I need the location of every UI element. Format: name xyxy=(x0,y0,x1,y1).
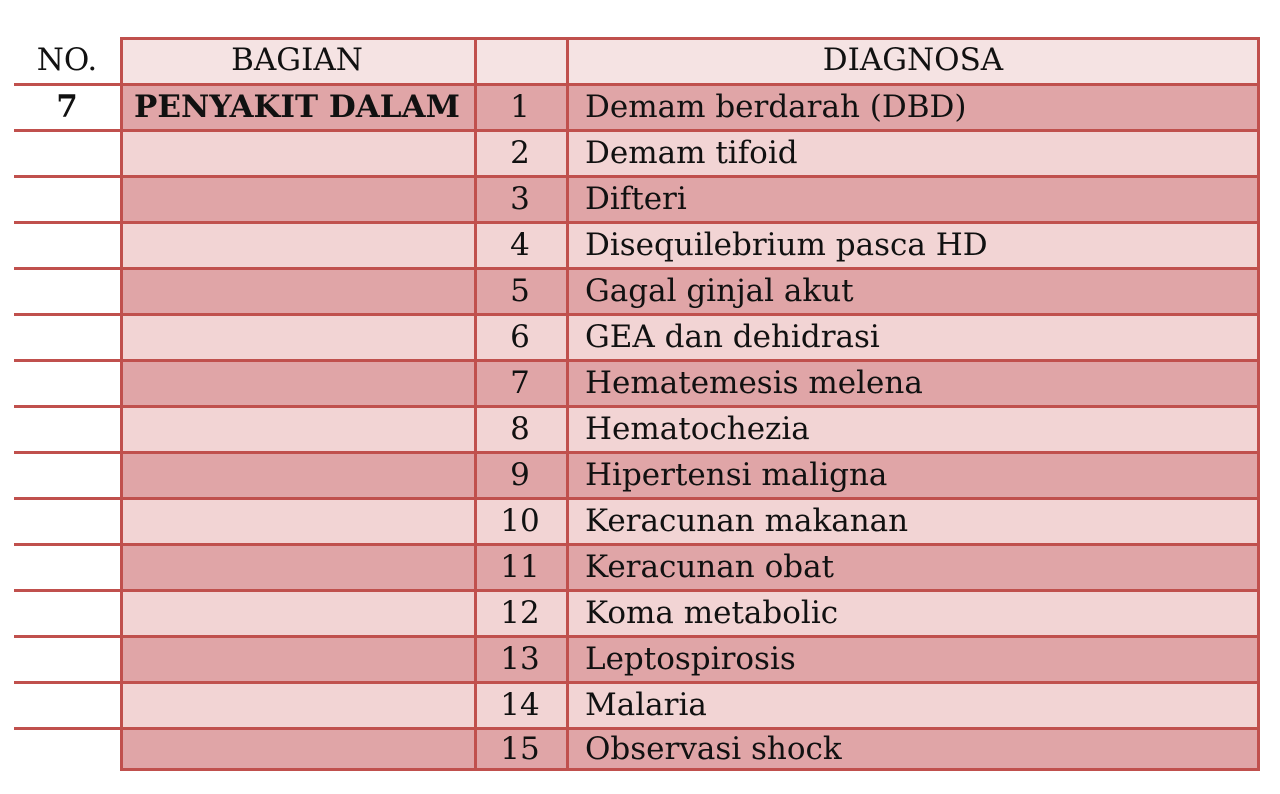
empty-bagian-cell xyxy=(120,682,474,728)
section-no: 7 xyxy=(14,84,120,130)
row-diagnosa: Demam berdarah (DBD) xyxy=(566,84,1260,130)
row-diagnosa: Keracunan makanan xyxy=(566,498,1260,544)
header-number xyxy=(474,37,566,84)
row-diagnosa: Gagal ginjal akut xyxy=(566,268,1260,314)
header-bagian: BAGIAN xyxy=(120,37,474,84)
empty-no-cell xyxy=(14,452,120,498)
empty-no-cell xyxy=(14,728,120,770)
row-border xyxy=(14,221,1260,224)
row-border xyxy=(14,175,1260,178)
empty-bagian-cell xyxy=(120,222,474,268)
row-diagnosa: Disequilebrium pasca HD xyxy=(566,222,1260,268)
empty-bagian-cell xyxy=(120,314,474,360)
table-bottom-border xyxy=(120,768,1260,771)
row-number: 1 xyxy=(474,84,566,130)
column-border xyxy=(120,37,123,771)
row-diagnosa: Koma metabolic xyxy=(566,590,1260,636)
row-border xyxy=(14,313,1260,316)
empty-no-cell xyxy=(14,682,120,728)
row-border xyxy=(14,129,1260,132)
column-border xyxy=(566,37,569,771)
row-number: 7 xyxy=(474,360,566,406)
table-top-border xyxy=(120,37,1260,40)
row-diagnosa: Observasi shock xyxy=(566,728,1260,770)
row-number: 14 xyxy=(474,682,566,728)
row-border xyxy=(14,727,1260,730)
empty-bagian-cell xyxy=(120,590,474,636)
row-border xyxy=(14,543,1260,546)
header-diagnosa: DIAGNOSA xyxy=(566,37,1260,84)
empty-bagian-cell xyxy=(120,360,474,406)
row-border xyxy=(14,451,1260,454)
row-number: 9 xyxy=(474,452,566,498)
header-no: NO. xyxy=(14,37,120,84)
empty-no-cell xyxy=(14,406,120,452)
empty-no-cell xyxy=(14,314,120,360)
row-number: 5 xyxy=(474,268,566,314)
column-border xyxy=(474,37,477,771)
row-number: 12 xyxy=(474,590,566,636)
row-diagnosa: Difteri xyxy=(566,176,1260,222)
row-border xyxy=(14,589,1260,592)
row-diagnosa: Demam tifoid xyxy=(566,130,1260,176)
row-diagnosa: Keracunan obat xyxy=(566,544,1260,590)
empty-no-cell xyxy=(14,636,120,682)
empty-no-cell xyxy=(14,544,120,590)
row-border xyxy=(14,681,1260,684)
empty-no-cell xyxy=(14,130,120,176)
row-diagnosa: Leptospirosis xyxy=(566,636,1260,682)
empty-bagian-cell xyxy=(120,498,474,544)
row-number: 15 xyxy=(474,728,566,770)
empty-no-cell xyxy=(14,268,120,314)
row-diagnosa: Malaria xyxy=(566,682,1260,728)
row-border xyxy=(14,267,1260,270)
row-diagnosa: Hematemesis melena xyxy=(566,360,1260,406)
empty-no-cell xyxy=(14,222,120,268)
empty-bagian-cell xyxy=(120,268,474,314)
empty-bagian-cell xyxy=(120,452,474,498)
row-number: 10 xyxy=(474,498,566,544)
row-diagnosa: Hipertensi maligna xyxy=(566,452,1260,498)
row-border xyxy=(14,405,1260,408)
row-diagnosa: Hematochezia xyxy=(566,406,1260,452)
column-border xyxy=(1257,37,1260,771)
empty-bagian-cell xyxy=(120,636,474,682)
empty-bagian-cell xyxy=(120,176,474,222)
empty-no-cell xyxy=(14,590,120,636)
section-bagian: PENYAKIT DALAM xyxy=(120,84,474,130)
row-number: 11 xyxy=(474,544,566,590)
row-diagnosa: GEA dan dehidrasi xyxy=(566,314,1260,360)
empty-bagian-cell xyxy=(120,728,474,770)
empty-no-cell xyxy=(14,498,120,544)
row-border xyxy=(14,359,1260,362)
row-number: 3 xyxy=(474,176,566,222)
empty-bagian-cell xyxy=(120,544,474,590)
row-border xyxy=(14,635,1260,638)
row-number: 2 xyxy=(474,130,566,176)
row-border xyxy=(14,497,1260,500)
row-number: 6 xyxy=(474,314,566,360)
empty-bagian-cell xyxy=(120,130,474,176)
row-number: 8 xyxy=(474,406,566,452)
empty-no-cell xyxy=(14,176,120,222)
row-number: 4 xyxy=(474,222,566,268)
empty-no-cell xyxy=(14,360,120,406)
empty-bagian-cell xyxy=(120,406,474,452)
row-number: 13 xyxy=(474,636,566,682)
row-border xyxy=(14,83,1260,86)
